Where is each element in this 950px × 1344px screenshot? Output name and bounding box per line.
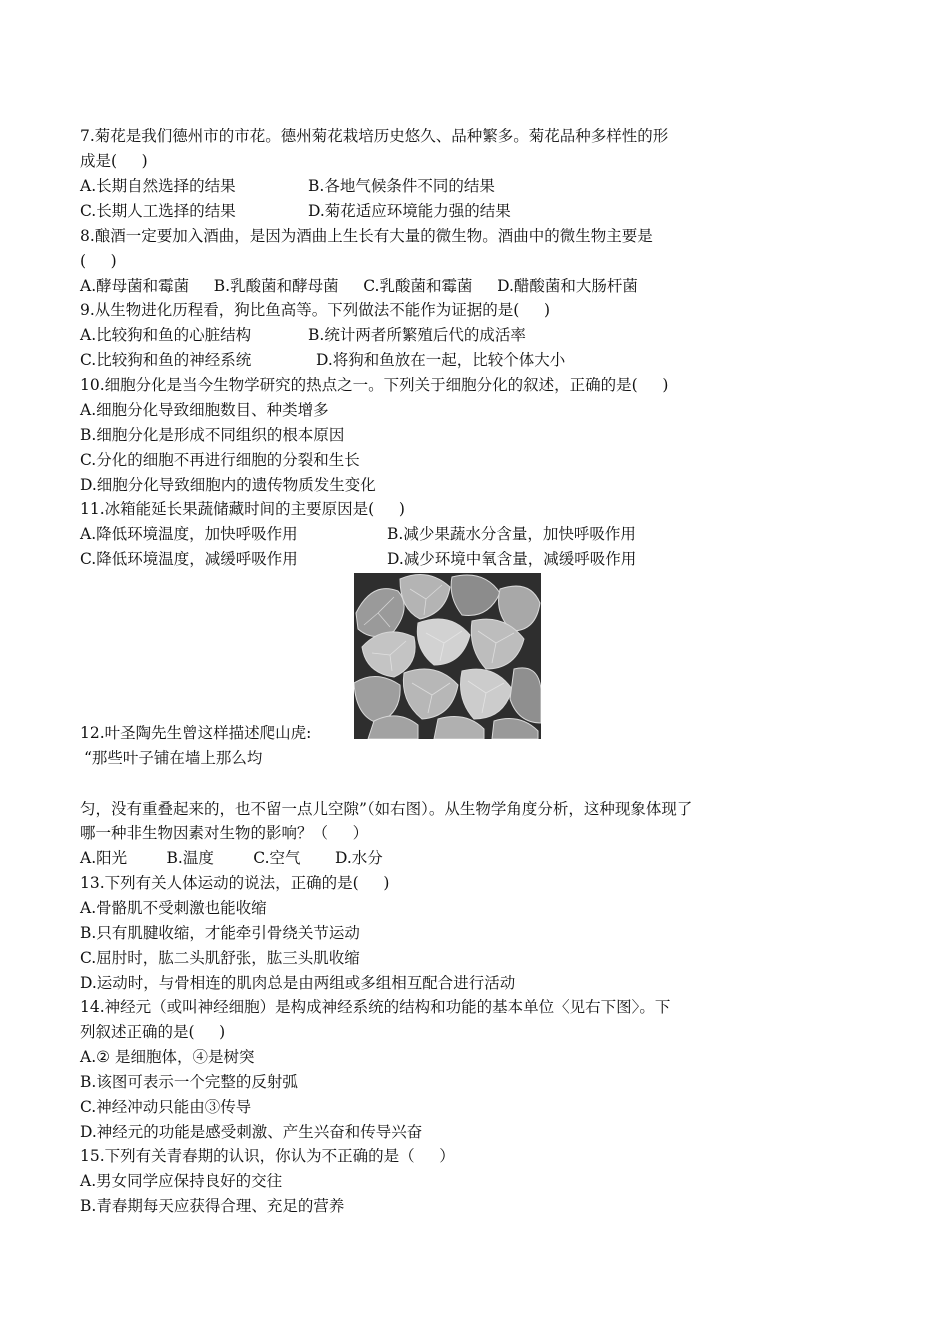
q14-stem-line1: 14.神经元（或叫神经细胞）是构成神经系统的结构和功能的基本单位〈见右下图〉。下 xyxy=(80,998,671,1016)
q7-option-d: D.菊花适应环境能力强的结果 xyxy=(308,202,511,220)
q13-stem: 13.下列有关人体运动的说法，正确的是( ) xyxy=(80,874,390,892)
q12-stem-line2: “那些叶子铺在墙上那么均 xyxy=(84,749,263,767)
q10-option-d: D.细胞分化导致细胞内的遗传物质发生变化 xyxy=(80,476,376,494)
q11-option-d: D.减少环境中氧含量，减缓呼吸作用 xyxy=(387,550,637,568)
q9-option-a: A.比较狗和鱼的心脏结构 xyxy=(80,326,252,344)
q8-options: A.酵母菌和霉菌 B.乳酸菌和酵母菌 C.乳酸菌和霉菌 D.醋酸菌和大肠杆菌 xyxy=(80,277,638,295)
q11-option-b: B.减少果蔬水分含量，加快呼吸作用 xyxy=(387,525,636,543)
q14-option-b: B.该图可表示一个完整的反射弧 xyxy=(80,1073,298,1091)
ivy-leaves-image xyxy=(354,573,541,739)
q11-option-c: C.降低环境温度，减缓呼吸作用 xyxy=(80,550,298,568)
q14-stem-line2: 列叙述正确的是( ) xyxy=(80,1023,226,1041)
q13-option-b: B.只有肌腱收缩，才能牵引骨绕关节运动 xyxy=(80,924,360,942)
q7-stem-line1: 7.菊花是我们德州市的市花。德州菊花栽培历史悠久、品种繁多。菊花品种多样性的形 xyxy=(80,127,669,145)
q8-stem-line1: 8.酿酒一定要加入酒曲，是因为酒曲上生长有大量的微生物。酒曲中的微生物主要是 xyxy=(80,227,653,245)
q13-option-c: C.屈肘时，肱二头肌舒张，肱三头肌收缩 xyxy=(80,949,360,967)
q7-option-c: C.长期人工选择的结果 xyxy=(80,202,236,220)
q11-stem: 11.冰箱能延长果蔬储藏时间的主要原因是( ) xyxy=(80,500,405,518)
ivy-leaves-photo xyxy=(354,573,541,739)
q9-option-b: B.统计两者所繁殖后代的成活率 xyxy=(308,326,526,344)
q14-option-a: A.② 是细胞体，④是树突 xyxy=(80,1048,255,1066)
q15-stem: 15.下列有关青春期的认识，你认为不正确的是（ ） xyxy=(80,1147,455,1165)
q13-option-d: D.运动时，与骨相连的肌肉总是由两组或多组相互配合进行活动 xyxy=(80,974,516,992)
q10-option-c: C.分化的细胞不再进行细胞的分裂和生长 xyxy=(80,451,360,469)
q10-option-b: B.细胞分化是形成不同组织的根本原因 xyxy=(80,426,345,444)
q7-option-a: A.长期自然选择的结果 xyxy=(80,177,236,195)
q12-stem-line4: 哪一种非生物因素对生物的影响？（ ） xyxy=(80,824,369,842)
q7-option-b: B.各地气候条件不同的结果 xyxy=(308,177,495,195)
q12-options: A.阳光 B.温度 C.空气 D.水分 xyxy=(80,849,383,867)
q10-stem: 10.细胞分化是当今生物学研究的热点之一。下列关于细胞分化的叙述，正确的是( ) xyxy=(80,376,669,394)
q14-option-c: C.神经冲动只能由③传导 xyxy=(80,1098,252,1116)
q15-option-a: A.男女同学应保持良好的交往 xyxy=(80,1172,283,1190)
q12-stem-line3: 匀，没有重叠起来的，也不留一点儿空隙”（如右图）。从生物学角度分析，这种现象体现了 xyxy=(80,800,693,818)
q15-option-b: B.青春期每天应获得合理、充足的营养 xyxy=(80,1197,345,1215)
q14-option-d: D.神经元的功能是感受刺激、产生兴奋和传导兴奋 xyxy=(80,1123,423,1141)
q9-option-c: C.比较狗和鱼的神经系统 xyxy=(80,351,252,369)
q9-option-d: D.将狗和鱼放在一起，比较个体大小 xyxy=(316,351,566,369)
q9-stem: 9.从生物进化历程看，狗比鱼高等。下列做法不能作为证据的是( ) xyxy=(80,301,551,319)
q11-option-a: A.降低环境温度，加快呼吸作用 xyxy=(80,525,298,543)
q10-option-a: A.细胞分化导致细胞数目、种类增多 xyxy=(80,401,329,419)
q13-option-a: A.骨骼肌不受刺激也能收缩 xyxy=(80,899,267,917)
q12-stem-line1: 12.叶圣陶先生曾这样描述爬山虎: xyxy=(80,724,312,742)
q8-stem-line2: ( ) xyxy=(80,252,117,270)
q7-stem-line2: 成是( ) xyxy=(80,152,148,170)
